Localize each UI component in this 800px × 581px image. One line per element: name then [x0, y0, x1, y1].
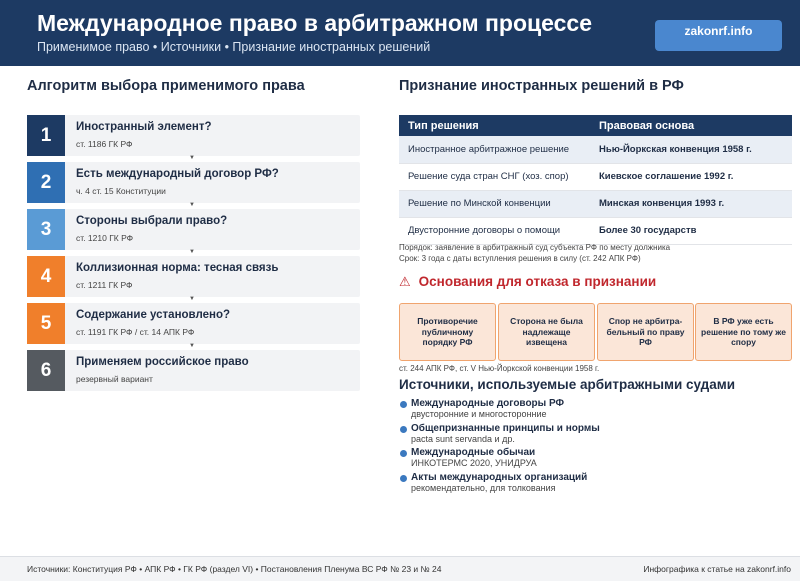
- step-number: 1: [27, 115, 65, 156]
- list-item: [399, 471, 792, 495]
- table-row: [399, 136, 792, 163]
- site-link-button[interactable]: zakonrf.info: [655, 20, 782, 51]
- decision-type: Решение суда стран СНГ (хоз. спор): [399, 163, 590, 190]
- warning-icon: ⚠: [399, 274, 411, 289]
- step-number: 2: [27, 162, 65, 203]
- step-3: [27, 209, 360, 255]
- legal-basis: Более 30 государств: [590, 217, 792, 244]
- step-6: [27, 350, 360, 391]
- decision-type: Иностранное арбитражное решение: [399, 136, 590, 163]
- bullet-icon: [400, 426, 407, 433]
- refusal-ground-card: Спор не арбитра-бельный по праву РФ: [597, 303, 694, 361]
- step-number: 3: [27, 209, 65, 250]
- arrow-down-icon: ▼: [189, 296, 195, 302]
- legal-basis: Минская конвенция 1993 г.: [590, 190, 792, 217]
- table-row: [399, 190, 792, 217]
- legal-basis: Нью-Йоркская конвенция 1958 г.: [590, 136, 792, 163]
- list-item: [399, 397, 792, 421]
- footer: [0, 556, 800, 581]
- column-header-type: Тип решения: [399, 115, 590, 136]
- step-question: Стороны выбрали право?: [76, 215, 228, 227]
- step-question: Содержание установлено?: [76, 309, 231, 321]
- refusal-ground-card: В РФ уже есть решение по тому же спору: [695, 303, 792, 361]
- page-subtitle: Применимое право • Источники • Признание иностранных решений: [37, 40, 431, 54]
- refusal-ground-card: Противоречие публичному порядку РФ: [399, 303, 496, 361]
- algorithm-title: Алгоритм выбора применимого права: [27, 78, 305, 94]
- step-number: 4: [27, 256, 65, 297]
- table-row: [399, 217, 792, 244]
- list-item: [399, 422, 792, 446]
- step-question: Применяем российское право: [76, 356, 249, 368]
- source-name: Общепризнанные принципы и нормы: [411, 422, 600, 434]
- step-reference: резервный вариант: [76, 374, 153, 384]
- source-description: двусторонние и многосторонние: [411, 409, 547, 419]
- source-description: pacta sunt servanda и др.: [411, 433, 515, 444]
- recognition-table: [399, 115, 792, 245]
- step-reference: ч. 4 ст. 15 Конституции: [76, 186, 166, 196]
- table-header-row: [399, 115, 792, 136]
- step-question: Коллизионная норма: тесная связь: [76, 262, 279, 274]
- list-item: [399, 446, 792, 470]
- step-reference: ст. 1191 ГК РФ / ст. 14 АПК РФ: [76, 327, 195, 337]
- refusal-grounds: [399, 303, 792, 361]
- refusal-heading: [399, 274, 656, 290]
- source-description: рекомендательно, для толкования: [411, 482, 556, 493]
- header: [0, 0, 800, 66]
- refusal-title: Основания для отказа в признании: [418, 274, 657, 289]
- footer-sources: Источники: Конституция РФ • АПК РФ • ГК РФ (раздел VI) • Постановления Пленума ВС РФ № 23 и № 24: [27, 564, 442, 574]
- source-name: Международные договоры РФ: [411, 398, 565, 409]
- sources-list: [399, 397, 792, 495]
- step-5: [27, 303, 360, 349]
- step-question: Есть международный договор РФ?: [76, 168, 279, 180]
- step-number: 5: [27, 303, 65, 344]
- algorithm-steps: [27, 115, 360, 397]
- footer-credit: Инфографика к статье на zakonrf.info: [643, 564, 791, 574]
- page-title: Международное право в арбитражном процессе: [37, 10, 592, 36]
- refusal-note: ст. 244 АПК РФ, ст. V Нью-Йоркской конвенции 1958 г.: [399, 364, 600, 373]
- step-question: Иностранный элемент?: [76, 121, 212, 133]
- table-row: [399, 163, 792, 190]
- step-reference: ст. 1186 ГК РФ: [76, 139, 133, 149]
- bullet-icon: [400, 450, 407, 457]
- decision-type: Двусторонние договоры о помощи: [399, 217, 590, 244]
- step-number: 6: [27, 350, 65, 391]
- source-description: ИНКОТЕРМС 2020, УНИДРУА: [411, 458, 537, 468]
- arrow-down-icon: ▼: [189, 202, 195, 208]
- sources-title: Источники, используемые арбитражными судами: [399, 377, 736, 392]
- bullet-icon: [400, 475, 407, 482]
- decision-type: Решение по Минской конвенции: [399, 190, 590, 217]
- step-4: [27, 256, 360, 302]
- step-2: [27, 162, 360, 208]
- procedure-note: Порядок: заявление в арбитражный суд субъекта РФ по месту должника: [399, 243, 671, 252]
- column-header-basis: Правовая основа: [590, 115, 792, 136]
- term-note: Срок: 3 года с даты вступления решения в силу (ст. 242 АПК РФ): [399, 254, 641, 263]
- arrow-down-icon: ▼: [189, 155, 195, 161]
- bullet-icon: [400, 401, 407, 408]
- step-reference: ст. 1211 ГК РФ: [76, 280, 133, 290]
- legal-basis: Киевское соглашение 1992 г.: [590, 163, 792, 190]
- recognition-title: Признание иностранных решений в РФ: [399, 78, 684, 94]
- step-1: [27, 115, 360, 161]
- refusal-ground-card: Сторона не была надлежаще извещена: [498, 303, 595, 361]
- arrow-down-icon: ▼: [189, 249, 195, 255]
- source-name: Международные обычаи: [411, 447, 536, 458]
- step-reference: ст. 1210 ГК РФ: [76, 233, 134, 243]
- source-name: Акты международных организаций: [411, 471, 588, 483]
- arrow-down-icon: ▼: [189, 343, 195, 349]
